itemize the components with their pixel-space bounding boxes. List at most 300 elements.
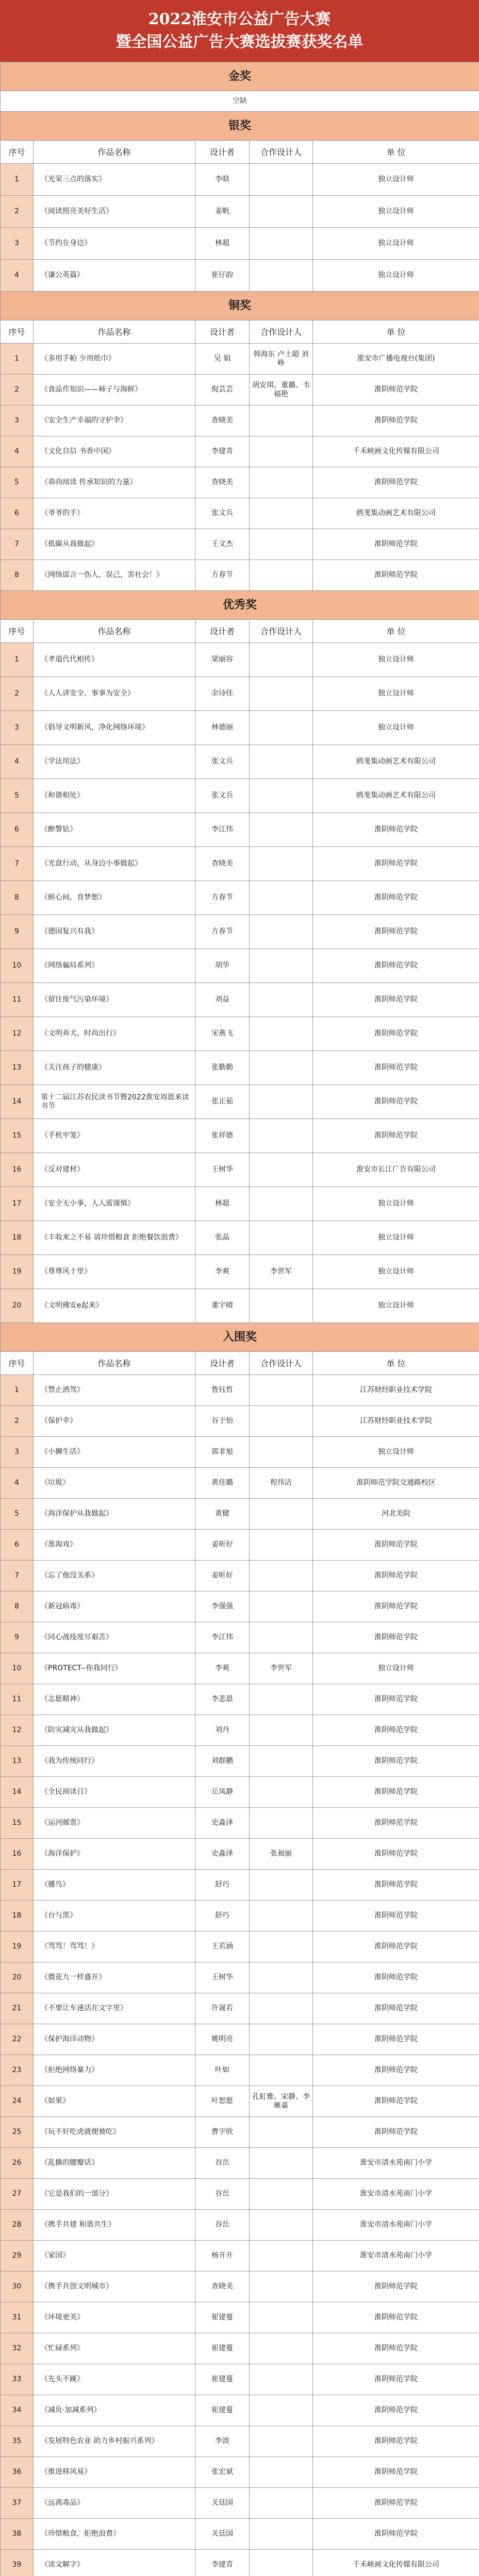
table-row [1, 1715, 479, 1746]
table-row [1, 1839, 479, 1870]
co-designer-name [250, 2272, 313, 2302]
designer-name: 张文兵 [195, 779, 250, 813]
row-index: 12 [1, 1017, 34, 1051]
table-row [1, 1622, 479, 1653]
co-designer-name [250, 1622, 313, 1653]
table-row [1, 949, 479, 983]
unit-name: 淮阴师范学院 [313, 1839, 479, 1870]
unit-name: 淮阴师范学院 [313, 1051, 479, 1085]
column-header-work-name: 作品名称 [34, 141, 195, 164]
table-row [1, 1530, 479, 1561]
co-designer-name [250, 643, 313, 677]
unit-name: 淮阴师范学院 [313, 1530, 479, 1561]
table-row [1, 467, 479, 498]
page-title-banner [0, 0, 479, 62]
column-header-index: 序号 [1, 320, 34, 344]
section-header [1, 591, 479, 620]
co-designer-name [250, 1808, 313, 1839]
unit-name: 淮阴师范学院 [313, 1085, 479, 1119]
co-designer-name [250, 1777, 313, 1808]
unit-name: 独立设计师 [313, 1653, 479, 1684]
designer-name: 崔建蔓 [195, 2333, 250, 2364]
designer-name: 曹宇欣 [195, 2117, 250, 2148]
unit-name: 淮安市清水苑南门小学 [313, 2241, 479, 2272]
row-index: 2 [1, 375, 34, 405]
column-header-unit: 单 位 [313, 1352, 479, 1375]
row-index: 5 [1, 779, 34, 813]
co-designer-name [250, 745, 313, 779]
co-designer-name [250, 847, 313, 881]
co-designer-name [250, 436, 313, 467]
work-name: 《玩不好吃虎就便被吃》 [34, 2117, 195, 2148]
work-name: 《海洋保护从我做起》 [34, 1499, 195, 1530]
unit-name: 独立设计师 [313, 711, 479, 745]
designer-name: 崔建蔓 [195, 2364, 250, 2395]
unit-name: 淮阴师范学院 [313, 2364, 479, 2395]
table-row [1, 915, 479, 949]
row-index: 11 [1, 1684, 34, 1715]
designer-name: 叶如 [195, 2055, 250, 2086]
table-row [1, 2550, 479, 2576]
co-designer-name [250, 1289, 313, 1323]
designer-name: 李波 [195, 2426, 250, 2457]
work-name: 《推进移风易》 [34, 2457, 195, 2488]
column-header-index: 序号 [1, 620, 34, 643]
column-header-co-designer: 合作设计人 [250, 620, 313, 643]
table-row [1, 1808, 479, 1839]
column-header-index: 序号 [1, 1352, 34, 1375]
work-name: 《禁止酒驾》 [34, 1375, 195, 1406]
table-row [1, 1051, 479, 1085]
co-designer-name [250, 915, 313, 949]
unit-name: 淮阴师范学院 [313, 1870, 479, 1901]
table-row [1, 2179, 479, 2210]
table-row [1, 1153, 479, 1187]
work-name: 《如果》 [34, 2086, 195, 2117]
row-index: 3 [1, 711, 34, 745]
co-designer-name: 程伟洁 [250, 1468, 313, 1499]
unit-name: 淮安市广播电视台(集团) [313, 344, 479, 375]
column-header-co-designer: 合作设计人 [250, 141, 313, 164]
work-name: 《孝道代代相传》 [34, 643, 195, 677]
row-index: 5 [1, 467, 34, 498]
unit-name: 独立设计师 [313, 677, 479, 711]
designer-name: 姜昕好 [195, 1561, 250, 1591]
unit-name: 淮阴师范学院 [313, 881, 479, 915]
unit-name: 淮阴师范学院 [313, 2024, 479, 2055]
column-header-designer: 设计者 [195, 141, 250, 164]
unit-name: 淮阴师范学院 [313, 1684, 479, 1715]
co-designer-name [250, 1530, 313, 1561]
designer-name: 余诗佳 [195, 677, 250, 711]
unit-name: 淮安市清水苑南门小学 [313, 2148, 479, 2179]
work-name: 《志愿精神》 [34, 1684, 195, 1715]
section-header [1, 62, 479, 91]
row-index: 4 [1, 436, 34, 467]
table-row [1, 2333, 479, 2364]
row-index: 1 [1, 344, 34, 375]
row-index: 13 [1, 1051, 34, 1085]
column-header-co-designer: 合作设计人 [250, 1352, 313, 1375]
table-row [1, 677, 479, 711]
unit-name: 淮阴师范学院 [313, 2457, 479, 2488]
work-name: 《网络骗局系列》 [34, 949, 195, 983]
column-header-work-name: 作品名称 [34, 320, 195, 344]
co-designer-name [250, 983, 313, 1017]
co-designer-name: 孔虹雅、宋静、李雁嘉 [250, 2086, 313, 2117]
row-index: 16 [1, 1153, 34, 1187]
designer-name: 谷岳 [195, 2148, 250, 2179]
designer-name: 关廷国 [195, 2488, 250, 2519]
row-index: 19 [1, 1255, 34, 1289]
work-name: 《忘了他没关系》 [34, 1561, 195, 1591]
designer-name: 王树华 [195, 1153, 250, 1187]
work-name: 《骂骂！骂骂！》 [34, 1931, 195, 1962]
award-table-body [1, 62, 479, 2576]
unit-name: 淮阴师范学院 [313, 1962, 479, 1993]
unit-name: 淮阴师范学院 [313, 1931, 479, 1962]
unit-name: 淮阴师范学院 [313, 1715, 479, 1746]
co-designer-name [250, 677, 313, 711]
co-designer-name [250, 2550, 313, 2576]
row-index: 10 [1, 949, 34, 983]
table-row [1, 2055, 479, 2086]
work-name: 《它是我们的一部分》 [34, 2179, 195, 2210]
co-designer-name [250, 2519, 313, 2550]
unit-name: 淮阴师范学院 [313, 2426, 479, 2457]
co-designer-name: 韩海东 卢士超 刘 峥 [250, 344, 313, 375]
row-index: 6 [1, 1530, 34, 1561]
designer-name: 胡华 [195, 949, 250, 983]
designer-name: 黄健 [195, 1499, 250, 1530]
work-name: 《微花九一样盛开》 [34, 1962, 195, 1993]
table-row [1, 2302, 479, 2333]
co-designer-name [250, 881, 313, 915]
row-index: 3 [1, 1437, 34, 1468]
unit-name: 鸥斐集动画艺术有限公司 [313, 498, 479, 529]
work-name: 《节约在身边》 [34, 228, 195, 260]
unit-name: 独立设计师 [313, 164, 479, 196]
designer-name: 谷于怡 [195, 1406, 250, 1437]
column-header-row [1, 1352, 479, 1375]
work-name: 《我为传统同行》 [34, 1746, 195, 1777]
designer-name: 鲁钰哲 [195, 1375, 250, 1406]
row-index: 32 [1, 2333, 34, 2364]
column-header-designer: 设计者 [195, 620, 250, 643]
designer-name: 李晗 [195, 164, 250, 196]
work-name: 《保护伞》 [34, 1406, 195, 1437]
co-designer-name [250, 1406, 313, 1437]
unit-name: 独立设计师 [313, 1187, 479, 1221]
table-row [1, 1684, 479, 1715]
unit-name: 淮阴师范学院 [313, 2519, 479, 2550]
column-header-work-name: 作品名称 [34, 620, 195, 643]
table-row [1, 2519, 479, 2550]
column-header-unit: 单 位 [313, 141, 479, 164]
row-index: 33 [1, 2364, 34, 2395]
unit-name: 淮阴师范学院 [313, 1561, 479, 1591]
co-designer-name [250, 260, 313, 292]
work-name: 《垃圾》 [34, 1468, 195, 1499]
column-header-row [1, 620, 479, 643]
unit-name: 淮阴师范学院 [313, 2333, 479, 2364]
designer-name: 黄佳璐 [195, 1468, 250, 1499]
co-designer-name [250, 1591, 313, 1622]
co-designer-name [250, 1017, 313, 1051]
co-designer-name [250, 1746, 313, 1777]
row-index: 6 [1, 498, 34, 529]
unit-name: 淮阴师范学院 [313, 2086, 479, 2117]
table-row [1, 1962, 479, 1993]
row-index: 5 [1, 1499, 34, 1530]
designer-name: 查晓美 [195, 847, 250, 881]
co-designer-name [250, 1221, 313, 1255]
row-index: 2 [1, 196, 34, 228]
row-index: 22 [1, 2024, 34, 2055]
table-row [1, 745, 479, 779]
row-index: 4 [1, 1468, 34, 1499]
table-row [1, 1931, 479, 1962]
table-row [1, 375, 479, 405]
unit-name: 淮阴师范学院 [313, 1901, 479, 1931]
work-name: 《人人讲安全、事事为安全》 [34, 677, 195, 711]
unit-name: 淮阴师范学院 [313, 949, 479, 983]
table-row [1, 1221, 479, 1255]
row-index: 3 [1, 228, 34, 260]
table-row [1, 260, 479, 292]
unit-name: 江苏财经职业技术学院 [313, 1375, 479, 1406]
co-designer-name [250, 711, 313, 745]
unit-name: 淮阴师范学院 [313, 2055, 479, 2086]
designer-name: 宋燕飞 [195, 1017, 250, 1051]
designer-name: 舒巧 [195, 1901, 250, 1931]
designer-name: 张文兵 [195, 745, 250, 779]
work-name: 《反对建材》 [34, 1153, 195, 1187]
unit-name: 淮阴师范学院 [313, 847, 479, 881]
co-designer-name [250, 813, 313, 847]
unit-name: 河北美院 [313, 1499, 479, 1530]
designer-name: 杨开开 [195, 2241, 250, 2272]
designer-name: 方春节 [195, 560, 250, 591]
section-header [1, 1323, 479, 1352]
co-designer-name [250, 2488, 313, 2519]
work-name: 《安全无小事，人人需谨慎》 [34, 1187, 195, 1221]
work-name: 《读文解字》 [34, 2550, 195, 2576]
co-designer-name [250, 1153, 313, 1187]
work-name: 《醉警钻》 [34, 813, 195, 847]
co-designer-name [250, 1119, 313, 1153]
work-name: 《不要让车速活在文字里》 [34, 1993, 195, 2024]
section-title: 铜奖 [1, 292, 479, 320]
work-name: 《文明养犬，时尚出行》 [34, 1017, 195, 1051]
table-row [1, 1437, 479, 1468]
table-row [1, 2210, 479, 2241]
co-designer-name [250, 1684, 313, 1715]
work-name: 《鲜心间，育梦想》 [34, 881, 195, 915]
table-row [1, 1255, 479, 1289]
work-name: 《PROTECT--你我同行》 [34, 1653, 195, 1684]
co-designer-name [250, 1962, 313, 1993]
row-index: 4 [1, 260, 34, 292]
section-title: 优秀奖 [1, 591, 479, 620]
designer-name: 李江伟 [195, 813, 250, 847]
row-index: 7 [1, 1561, 34, 1591]
work-name: 《远离毒品》 [34, 2488, 195, 2519]
unit-name: 淮阴师范学院 [313, 405, 479, 436]
designer-name: 李强强 [195, 1591, 250, 1622]
table-row [1, 1561, 479, 1591]
designer-name: 张文兵 [195, 498, 250, 529]
row-index: 6 [1, 813, 34, 847]
column-header-designer: 设计者 [195, 1352, 250, 1375]
table-row [1, 1993, 479, 2024]
table-row [1, 2241, 479, 2272]
co-designer-name [250, 1870, 313, 1901]
table-row [1, 1746, 479, 1777]
unit-name: 淮阴师范学院 [313, 2117, 479, 2148]
work-name: 《恭尚阅读 传承知识的力量》 [34, 467, 195, 498]
table-row [1, 1468, 479, 1499]
page-title-line-2: 暨全国公益广告大赛选拔赛获奖名单 [115, 33, 364, 51]
table-row [1, 1085, 479, 1119]
row-index: 1 [1, 1375, 34, 1406]
section-header [1, 292, 479, 320]
row-index: 1 [1, 643, 34, 677]
row-index: 9 [1, 1622, 34, 1653]
row-index: 35 [1, 2426, 34, 2457]
unit-name: 淮安市清水苑南门小学 [313, 2179, 479, 2210]
row-index: 20 [1, 1962, 34, 1993]
work-name: 《运河邮票》 [34, 1808, 195, 1839]
row-index: 27 [1, 2179, 34, 2210]
row-index: 12 [1, 1715, 34, 1746]
designer-name: 郭非旭 [195, 1437, 250, 1468]
designer-name: 李江伟 [195, 1622, 250, 1653]
work-name: 《光盘行动，从身边小事做起》 [34, 847, 195, 881]
row-index: 17 [1, 1187, 34, 1221]
table-row [1, 2086, 479, 2117]
co-designer-name [250, 2395, 313, 2426]
table-row [1, 1653, 479, 1684]
unit-name: 淮阴师范学院 [313, 2272, 479, 2302]
table-row [1, 560, 479, 591]
designer-name: 谷岳 [195, 2210, 250, 2241]
row-index: 18 [1, 1221, 34, 1255]
co-designer-name [250, 498, 313, 529]
designer-name: 刘益 [195, 983, 250, 1017]
unit-name: 淮阴师范学院 [313, 915, 479, 949]
designer-name: 王树华 [195, 1962, 250, 1993]
work-name: 《德国复兴有我》 [34, 915, 195, 949]
row-index: 37 [1, 2488, 34, 2519]
co-designer-name: 胡安琪、董璐、韦福艳 [250, 375, 313, 405]
co-designer-name [250, 2117, 313, 2148]
work-name: 《和谐相处》 [34, 779, 195, 813]
row-index: 29 [1, 2241, 34, 2272]
work-name: 《珍惜粮食，拒绝浪费》 [34, 2519, 195, 2550]
work-name: 《小狮生活》 [34, 1437, 195, 1468]
table-row [1, 1591, 479, 1622]
designer-name: 李爽 [195, 1653, 250, 1684]
work-name: 《防灾减灾从我做起》 [34, 1715, 195, 1746]
designer-name: 许晟若 [195, 1993, 250, 2024]
column-header-row [1, 141, 479, 164]
row-index: 15 [1, 1119, 34, 1153]
co-designer-name [250, 1931, 313, 1962]
row-index: 26 [1, 2148, 34, 2179]
unit-name: 淮阴师范学院 [313, 983, 479, 1017]
column-header-unit: 单 位 [313, 620, 479, 643]
designer-name: 梁丽容 [195, 643, 250, 677]
co-designer-name [250, 1499, 313, 1530]
work-name: 《关注孩子的健康》 [34, 1051, 195, 1085]
co-designer-name [250, 1993, 313, 2024]
table-row [1, 847, 479, 881]
work-name: 《拒绝网络暴力》 [34, 2055, 195, 2086]
unit-name: 独立设计师 [313, 1437, 479, 1468]
unit-name: 淮阴师范学院 [313, 1777, 479, 1808]
co-designer-name [250, 2457, 313, 2488]
table-row [1, 2457, 479, 2488]
designer-name: 崔建蔓 [195, 2302, 250, 2333]
unit-name: 独立设计师 [313, 643, 479, 677]
co-designer-name [250, 1901, 313, 1931]
designer-name: 方春节 [195, 915, 250, 949]
unit-name: 淮阴师范学院 [313, 467, 479, 498]
table-row [1, 881, 479, 915]
designer-name: 林超 [195, 228, 250, 260]
designer-name: 王文杰 [195, 529, 250, 560]
work-name: 《全民阅读日》 [34, 1777, 195, 1808]
co-designer-name [250, 1085, 313, 1119]
co-designer-name [250, 1715, 313, 1746]
work-name: 《发展特色农业 助力乡村振兴系列》 [34, 2426, 195, 2457]
table-row [1, 813, 479, 847]
co-designer-name [250, 467, 313, 498]
table-row [1, 1119, 479, 1153]
row-index: 3 [1, 405, 34, 436]
designer-name: 林德丽 [195, 711, 250, 745]
work-name: 《爷爷的手》 [34, 498, 195, 529]
row-index: 4 [1, 745, 34, 779]
co-designer-name [250, 1437, 313, 1468]
work-name: 《丰收来之不易 请珍惜粮食 拒绝餐饮浪费》 [34, 1221, 195, 1255]
work-name: 《淮海戏》 [34, 1530, 195, 1561]
designer-name: 刘群鹏 [195, 1746, 250, 1777]
co-designer-name [250, 2055, 313, 2086]
unit-name: 淮阴师范学院 [313, 560, 479, 591]
work-name: 《多用手帕 少用纸巾》 [34, 344, 195, 375]
co-designer-name [250, 2148, 313, 2179]
table-row [1, 1289, 479, 1323]
unit-name: 淮安市长江广告有限公司 [313, 1153, 479, 1187]
unit-name: 独立设计师 [313, 260, 479, 292]
unit-name: 独立设计师 [313, 1255, 479, 1289]
table-row [1, 2488, 479, 2519]
unit-name: 淮阴师范学院交通路校区 [313, 1468, 479, 1499]
unit-name: 淮阴师范学院 [313, 1119, 479, 1153]
unit-name: 千禾峡画文化传媒有限公司 [313, 2550, 479, 2576]
unit-name: 淮阴师范学院 [313, 1808, 479, 1839]
work-name: 《学法用法》 [34, 745, 195, 779]
work-name: 《播鸟》 [34, 1870, 195, 1901]
co-designer-name [250, 529, 313, 560]
row-index: 24 [1, 2086, 34, 2117]
row-index: 10 [1, 1653, 34, 1684]
column-header-unit: 单 位 [313, 320, 479, 344]
designer-name: 李爽 [195, 1255, 250, 1289]
co-designer-name: 李世军 [250, 1255, 313, 1289]
